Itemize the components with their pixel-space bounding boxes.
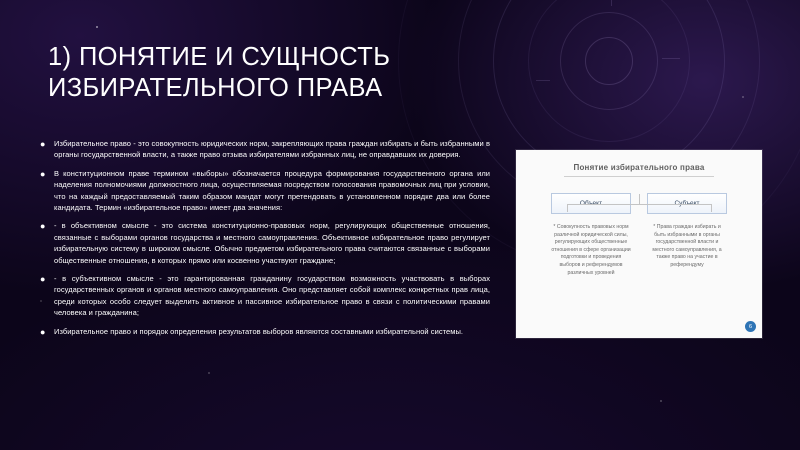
decorative-sparkle <box>96 26 98 28</box>
bullet-icon: ● <box>40 221 46 232</box>
connector-line <box>639 194 640 204</box>
list-item <box>40 273 490 319</box>
diagram-text-object: * Совокупность правовых норм различной юридической силы, регулирующих общественные отношения в сфере организации подготовки и проведения выборов и референдумов различных уровней <box>551 224 631 276</box>
decorative-tick <box>611 0 612 6</box>
list-item-text: В конституционном праве термином «выборы» обозначается процедура формирования государственного органа или наделения полномочиями должностного лица, осуществляемая посредством голосования правомочных лиц при условии, что на каждый предоставляемый таким образом мандат могут претендовать в установленном порядке два или более кандидата. Термин «избирательное право» имеет два значения: <box>54 168 490 213</box>
divider <box>564 176 714 177</box>
embedded-slide-title: Понятие избирательного права <box>573 163 705 172</box>
decorative-ring <box>585 37 633 85</box>
bullet-icon: ● <box>40 274 46 285</box>
bullet-icon: ● <box>40 139 46 149</box>
embedded-slide-image <box>516 150 762 338</box>
list-item <box>40 138 490 161</box>
list-item <box>40 220 490 266</box>
decorative-sparkle <box>208 372 210 374</box>
connector-line <box>567 204 568 212</box>
connector-line <box>567 204 711 205</box>
decorative-sparkle <box>660 400 662 402</box>
list-item <box>40 168 490 214</box>
list-item-text: Избирательное право и порядок определения результатов выборов являются составными избирательной системы. <box>54 326 464 336</box>
list-item-text: - в объективном смысле - это система конституционно-правовых норм, регулирующих общественные отношения, связанные с выборами органов государства и местного самоуправления. Объективное избирательное право регулирует избирательную систему в широком смысле. Обычно предметом избирательного права считаются связанные с выборами общественные отношения, в которых прямо или косвенно участвуют граждане; <box>54 221 490 265</box>
page-title: 1) ПОНЯТИЕ И СУЩНОСТЬ ИЗБИРАТЕЛЬНОГО ПРАВА <box>48 43 391 103</box>
decorative-tick <box>662 58 680 59</box>
bullet-icon: ● <box>40 168 46 179</box>
diagram-text-subject: * Права граждан избирать и быть избранными в органы государственной власти и местного самоуправления, а также право на участие в референдуму <box>652 224 722 268</box>
connector-line <box>711 204 712 212</box>
bullet-icon: ● <box>40 326 46 337</box>
list-item-text: - в субъективном смысле - это гарантированная гражданину государством возможность участвовать в выборах государственных органов и органов местного самоуправления. Оно представляет собой комплекс конкретных прав лица, среди которых особо следует выделить активное и пассивное избирательное право в связи с политическими правами человека и гражданина; <box>54 274 490 318</box>
list-item-text: Избирательное право - это совокупность юридических норм, закрепляющих права граждан избирать и быть избранными в органы государственной власти, а также право отзыва избирателями избранных лиц, не оправдавших их доверия. <box>54 139 490 160</box>
page-number-badge: 6 <box>745 321 756 332</box>
slide-body <box>40 138 490 345</box>
decorative-sparkle <box>742 96 744 98</box>
list-item <box>40 326 490 338</box>
